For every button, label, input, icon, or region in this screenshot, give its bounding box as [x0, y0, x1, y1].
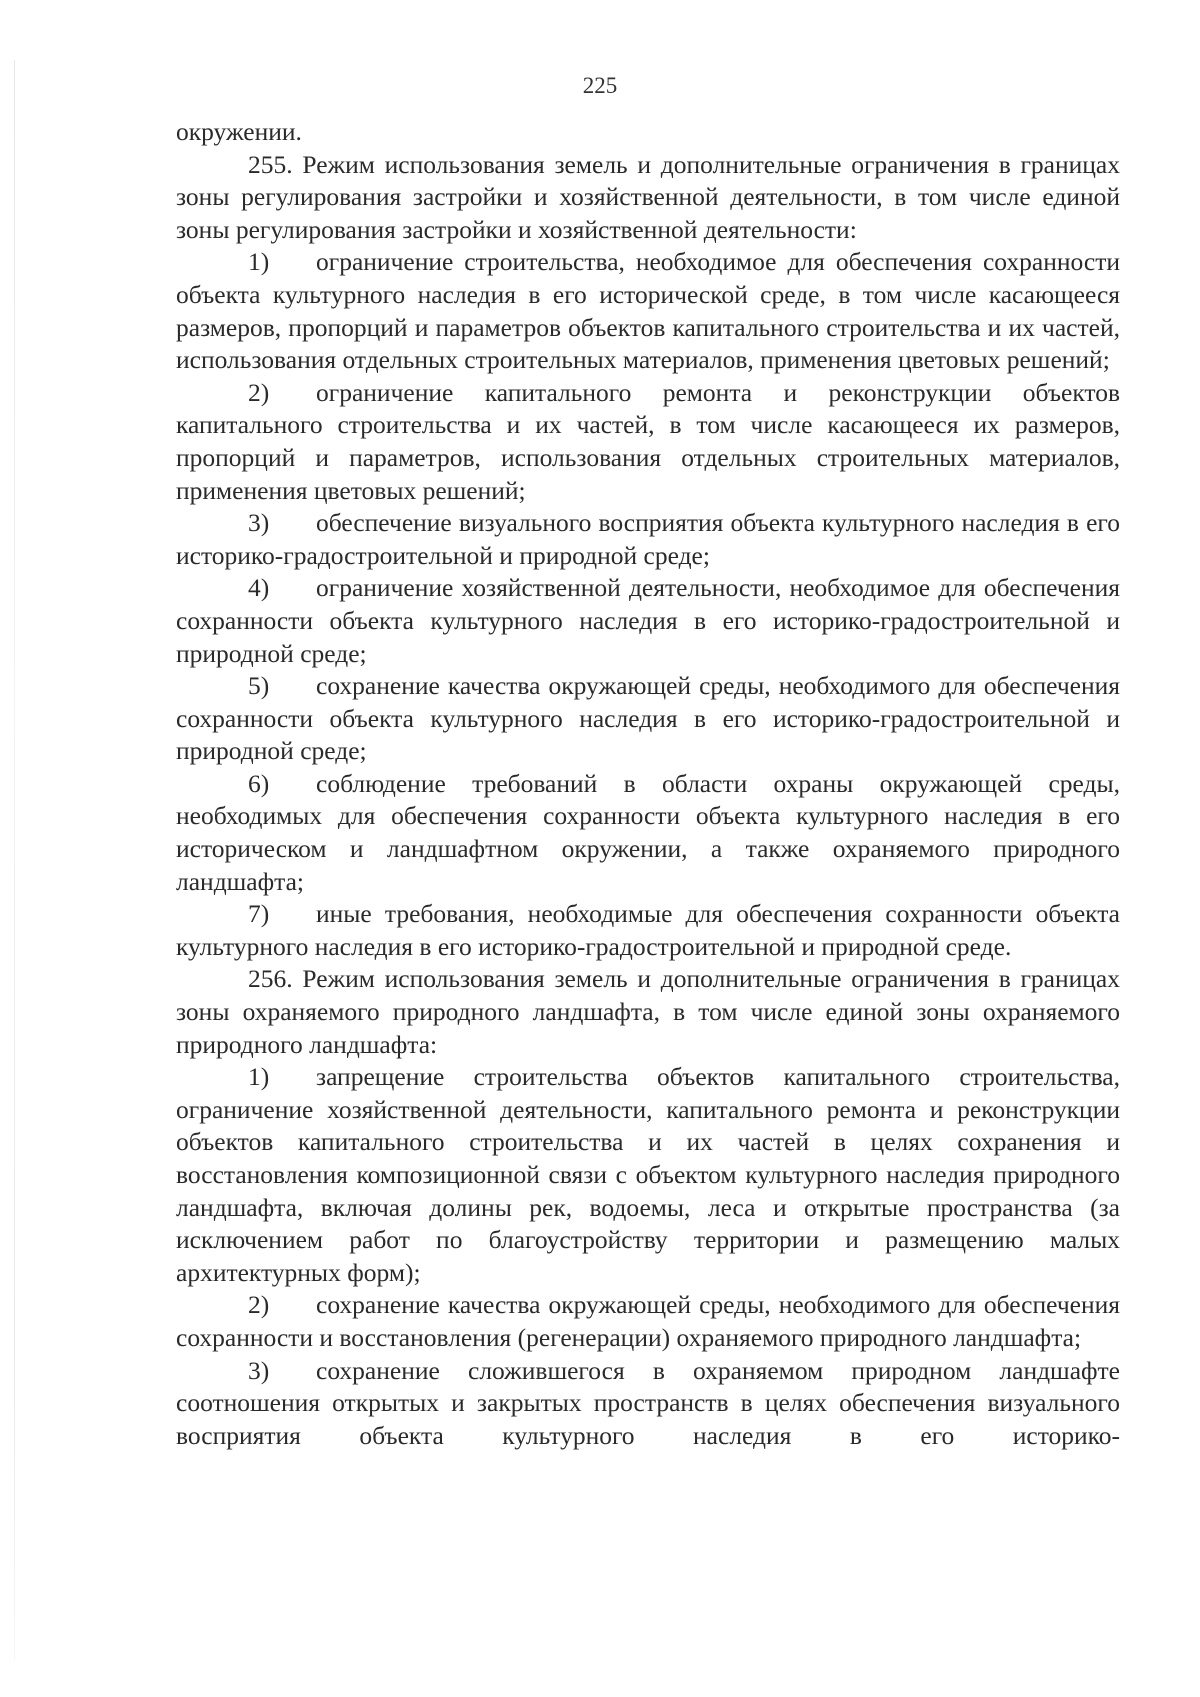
list-item-number: 6)	[248, 768, 270, 798]
list-item-text: соблюдение требований в области охраны окружающей среды, необходимых для обеспечения сохранности объекта культурного наследия в его историческом и ландшафтном окружении, а также охраняемого природного ландшафта;	[176, 768, 1120, 896]
list-item	[176, 1355, 1120, 1453]
list-item-text: ограничение капитального ремонта и реконструкции объектов капитального строительства и их частей, в том числе касающееся их размеров, пропорций и параметров, использования отдельных строительных материалов, применения цветовых решений;	[176, 377, 1120, 505]
document-body	[176, 116, 1120, 1452]
list-item-text: сохранение качества окружающей среды, необходимого для обеспечения сохранности и восстановления (регенерации) охраняемого природного ландшафта;	[176, 1290, 1120, 1352]
page-number: 225	[582, 73, 618, 98]
list-item-number: 5)	[248, 671, 270, 701]
paragraph-text: Режим использования земель и дополнительные ограничения в границах зоны охраняемого природного ландшафта, в том числе единой зоны охраняемого природного ландшафта:	[176, 964, 1120, 1059]
paragraph-number: 255.	[248, 149, 293, 179]
list-item	[176, 1061, 1120, 1289]
list-item-text: ограничение хозяйственной деятельности, необходимое для обеспечения сохранности объекта культурного наследия в его историко-градостроительной и природной среде;	[176, 573, 1120, 668]
list-item-number: 3)	[248, 1355, 270, 1385]
paragraph-255	[176, 149, 1120, 247]
list-item-number: 7)	[248, 899, 270, 929]
paragraph-256	[176, 963, 1120, 1061]
paragraph-number: 256.	[248, 964, 293, 994]
list-item-text: иные требования, необходимые для обеспечения сохранности объекта культурного наследия в его историко-градостроительной и природной среде.	[176, 899, 1120, 961]
list-item	[176, 507, 1120, 572]
list-item-text: обеспечение визуального восприятия объекта культурного наследия в его историко-градостроительной и природной среде;	[176, 508, 1120, 570]
list-item-number: 1)	[248, 247, 270, 277]
list-item	[176, 898, 1120, 963]
continuation-text: окружении.	[176, 117, 302, 146]
scan-edge-line	[14, 60, 15, 1660]
list-item	[176, 1289, 1120, 1354]
list-item-number: 3)	[248, 508, 270, 538]
list-item-number: 4)	[248, 573, 270, 603]
list-item	[176, 246, 1120, 376]
list-item-text: запрещение строительства объектов капитального строительства, ограничение хозяйственной деятельности, капитального ремонта и реконструкции объектов капитального строительства и их частей в целях сохранения и восстановления композиционной связи с объектом культурного наследия природного ландшафта, включая долины рек, водоемы, леса и открытые пространства (за исключением работ по благоустройству территории и размещению малых архитектурных форм);	[176, 1062, 1120, 1287]
list-item	[176, 572, 1120, 670]
list-item	[176, 768, 1120, 898]
list-item-text: сохранение сложившегося в охраняемом природном ландшафте соотношения открытых и закрытых пространств в целях обеспечения визуального восприятия объекта культурного наследия в его историко-	[176, 1355, 1120, 1450]
list-item	[176, 670, 1120, 768]
list-item-number: 2)	[248, 377, 270, 407]
paragraph-text: Режим использования земель и дополнительные ограничения в границах зоны регулирования застройки и хозяйственной деятельности, в том числе единой зоны регулирования застройки и хозяйственной деятельности:	[176, 149, 1120, 244]
list-item-text: ограничение строительства, необходимое для обеспечения сохранности объекта культурного наследия в его исторической среде, в том числе касающееся размеров, пропорций и параметров объектов капитального строительства и их частей, использования отдельных строительных материалов, применения цветовых решений;	[176, 247, 1120, 375]
list-item	[176, 377, 1120, 507]
list-item-text: сохранение качества окружающей среды, необходимого для обеспечения сохранности объекта культурного наследия в его историко-градостроительной и природной среде;	[176, 671, 1120, 766]
list-item-number: 1)	[248, 1062, 270, 1092]
list-item-number: 2)	[248, 1290, 270, 1320]
